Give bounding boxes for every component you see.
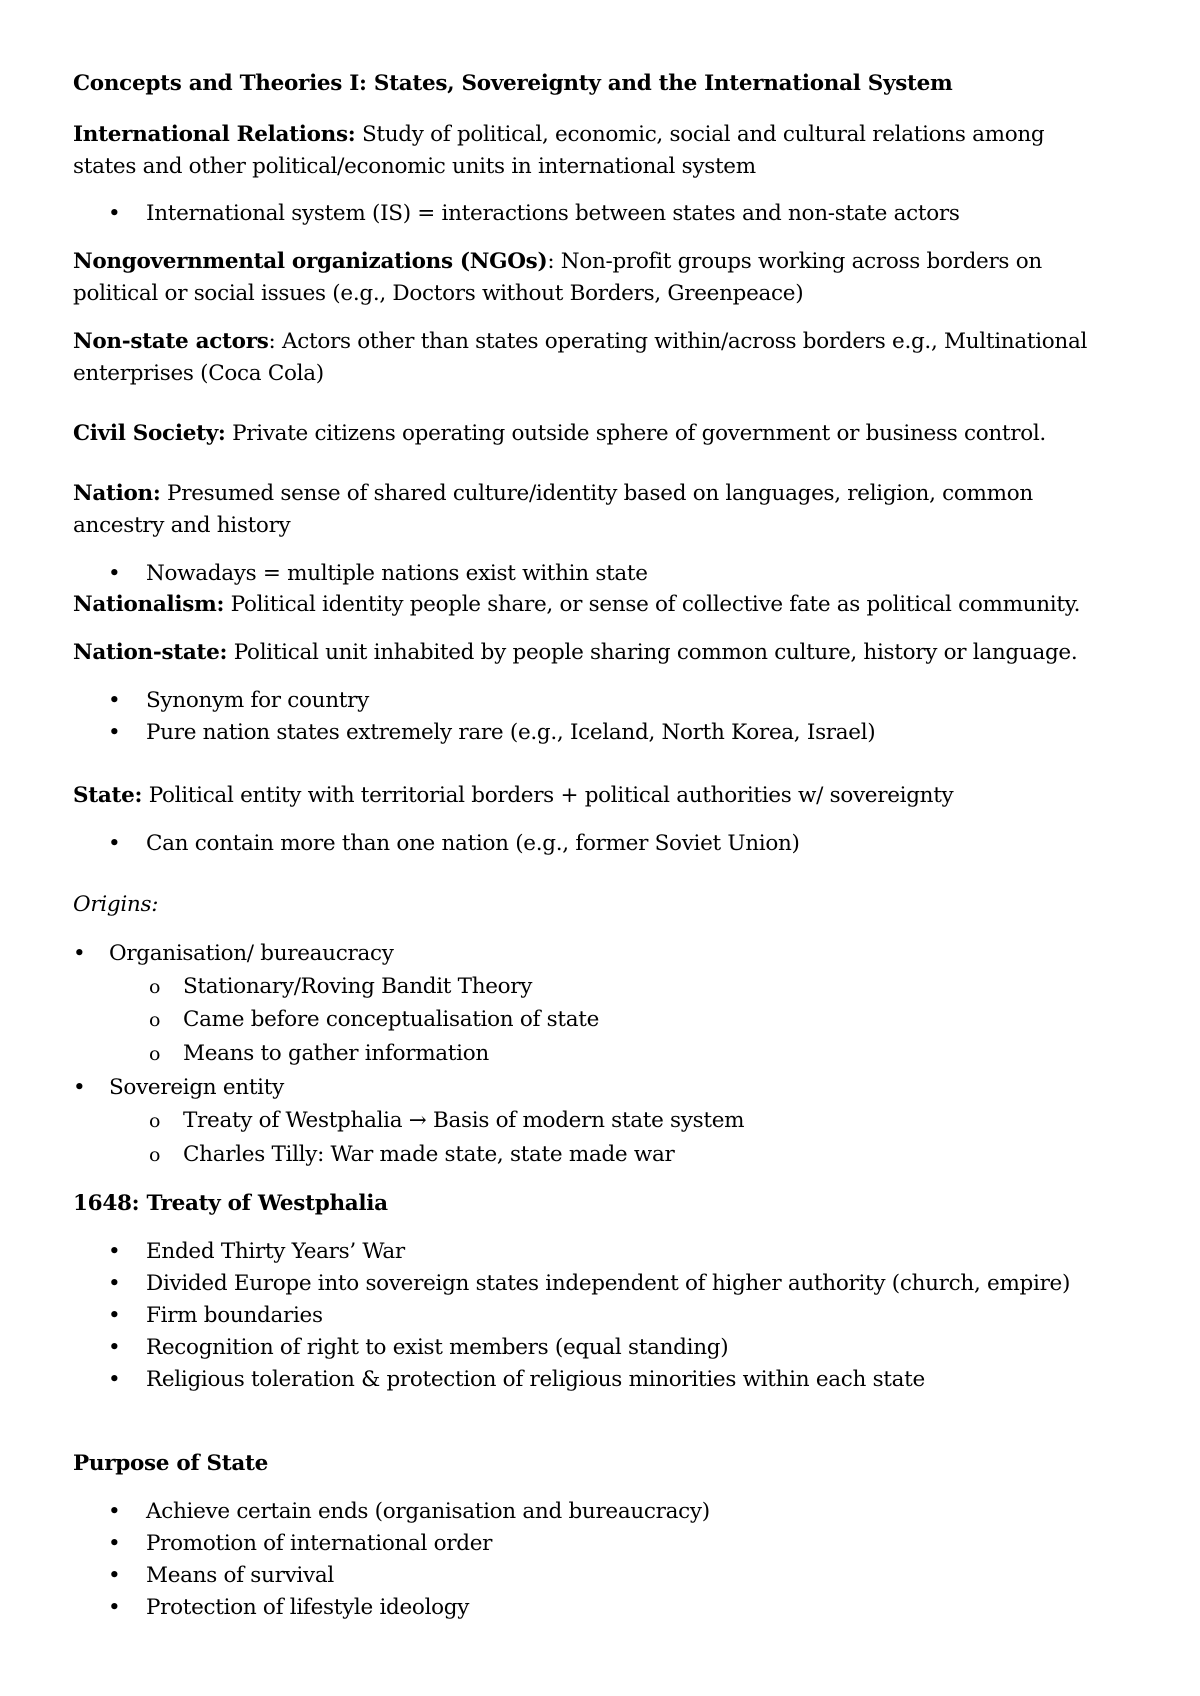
ir-def-line-2: states and other political/economic units in international system — [73, 154, 756, 179]
list-item: Achieve certain ends (organisation and bureaucracy) — [146, 1499, 710, 1524]
list-subitem: Stationary/Roving Bandit Theory — [183, 974, 533, 999]
bullet-icon: • — [108, 1367, 121, 1392]
nsa-term: Non-state actors — [73, 329, 269, 354]
bullet-icon: • — [108, 1335, 121, 1360]
ir-definition — [73, 119, 1044, 151]
nation-def-line-1: Presumed sense of shared culture/identity based on languages, religion, common — [167, 481, 1033, 506]
bullet-icon: • — [108, 201, 121, 226]
bullet-icon: • — [108, 1303, 121, 1328]
bullet-icon: • — [108, 1563, 121, 1588]
list-subitem: Means to gather information — [183, 1041, 489, 1066]
list-item: Firm boundaries — [146, 1303, 323, 1328]
bullet-icon: • — [108, 1239, 121, 1264]
bullet-icon: • — [73, 1075, 86, 1100]
origins-label: Origins: — [73, 892, 159, 917]
nation-state-definition — [73, 637, 1077, 669]
list-item: Protection of lifestyle ideology — [146, 1595, 470, 1620]
westphalia-heading: 1648: Treaty of Westphalia — [73, 1191, 388, 1216]
civil-society-definition — [73, 418, 1046, 450]
bullet-icon: • — [73, 941, 86, 966]
nation-term: Nation: — [73, 481, 161, 506]
nationalism-term: Nationalism: — [73, 592, 225, 617]
list-item: Promotion of international order — [146, 1531, 493, 1556]
ir-def-line-1: Study of political, economic, social and cultural relations among — [361, 122, 1045, 147]
state-term: State: — [73, 783, 143, 808]
list-item: Ended Thirty Years’ War — [146, 1239, 405, 1264]
page-title: Concepts and Theories I: States, Sovereignty and the International System — [73, 71, 953, 96]
circle-bullet-icon: o — [149, 1009, 161, 1031]
nsa-def-line-2: enterprises (Coca Cola) — [73, 361, 324, 386]
ngo-def-line-1: : Non-profit groups working across borders on — [547, 249, 1042, 274]
state-definition — [73, 780, 953, 812]
circle-bullet-icon: o — [149, 1043, 161, 1065]
list-item: Religious toleration & protection of religious minorities within each state — [146, 1367, 925, 1392]
bullet-icon: • — [108, 1271, 121, 1296]
list-item: Synonym for country — [146, 688, 369, 713]
nsa-def-line-1: : Actors other than states operating within/across borders e.g., Multinational — [268, 329, 1088, 354]
cs-term: Civil Society: — [73, 421, 226, 446]
list-item: International system (IS) = interactions between states and non-state actors — [146, 201, 960, 226]
circle-bullet-icon: o — [149, 1110, 161, 1132]
ns-def: Political unit inhabited by people sharing common culture, history or language. — [233, 640, 1078, 665]
nationalism-definition — [73, 589, 1080, 621]
list-item: Nowadays = multiple nations exist within state — [146, 561, 648, 586]
bullet-icon: • — [108, 561, 121, 586]
bullet-icon: • — [108, 831, 121, 856]
ns-term: Nation-state: — [73, 640, 228, 665]
nationalism-def: Political identity people share, or sense of collective fate as political community. — [230, 592, 1081, 617]
nsa-definition — [73, 326, 1087, 358]
list-item: Means of survival — [146, 1563, 334, 1588]
list-item: Sovereign entity — [109, 1075, 284, 1100]
list-subitem: Treaty of Westphalia → Basis of modern state system — [183, 1108, 745, 1133]
list-item: Divided Europe into sovereign states independent of higher authority (church, empire) — [146, 1271, 1071, 1296]
list-item: Recognition of right to exist members (equal standing) — [146, 1335, 729, 1360]
bullet-icon: • — [108, 1531, 121, 1556]
bullet-icon: • — [108, 720, 121, 745]
cs-def: Private citizens operating outside sphere of government or business control. — [232, 421, 1046, 446]
ir-term: International Relations: — [73, 122, 356, 147]
circle-bullet-icon: o — [149, 976, 161, 998]
purpose-heading: Purpose of State — [73, 1451, 269, 1476]
circle-bullet-icon: o — [149, 1144, 161, 1166]
list-subitem: Charles Tilly: War made state, state made war — [183, 1142, 675, 1167]
nation-definition — [73, 478, 1033, 510]
list-item: Pure nation states extremely rare (e.g., Iceland, North Korea, Israel) — [146, 720, 876, 745]
list-subitem: Came before conceptualisation of state — [183, 1007, 600, 1032]
list-item: Can contain more than one nation (e.g., former Soviet Union) — [146, 831, 800, 856]
state-def: Political entity with territorial borders + political authorities w/ sovereignty — [148, 783, 954, 808]
bullet-icon: • — [108, 1499, 121, 1524]
list-item: Organisation/ bureaucracy — [109, 941, 394, 966]
ngo-term: Nongovernmental organizations (NGOs) — [73, 249, 548, 274]
ngo-def-line-2: political or social issues (e.g., Doctors without Borders, Greenpeace) — [73, 281, 804, 306]
ngo-definition — [73, 246, 1042, 278]
bullet-icon: • — [108, 688, 121, 713]
bullet-icon: • — [108, 1595, 121, 1620]
nation-def-line-2: ancestry and history — [73, 513, 291, 538]
